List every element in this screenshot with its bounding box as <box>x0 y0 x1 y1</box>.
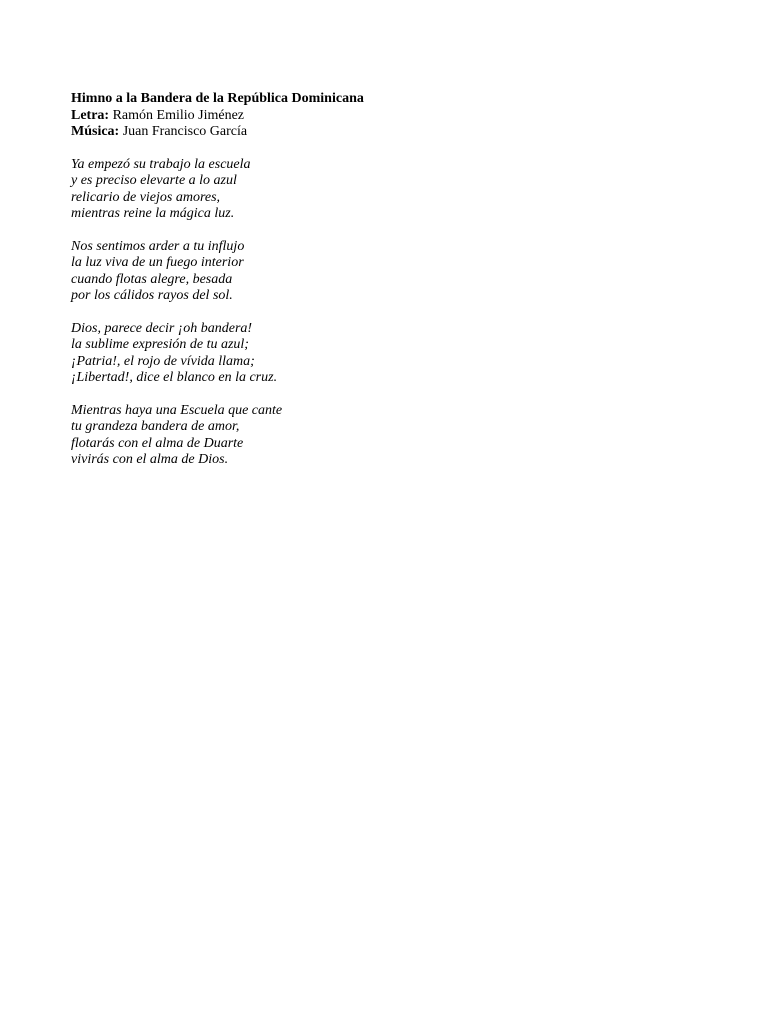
verse-line: Ya empezó su trabajo la escuela <box>71 156 251 172</box>
document-title: Himno a la Bandera de la República Dominicana <box>71 91 364 106</box>
verse-line: ¡Libertad!, dice el blanco en la cruz. <box>71 370 278 385</box>
verse-line: flotarás con el alma de Duarte <box>71 435 244 451</box>
verse-line: ¡Patria!, el rojo de vívida llama; <box>71 353 255 369</box>
lyrics-author: Ramón Emilio Jiménez <box>112 107 245 123</box>
lyrics-label: Letra: <box>71 107 110 123</box>
verse-line: y es preciso elevarte a lo azul <box>71 173 237 188</box>
verse-line: la luz viva de un fuego interior <box>71 255 244 270</box>
verse-line: Nos sentimos arder a tu influjo <box>71 238 245 254</box>
verse-line: vivirás con el alma de Dios. <box>71 452 229 467</box>
stanza-1 <box>71 157 691 223</box>
document-page <box>71 91 691 485</box>
verse-line: relicario de viejos amores, <box>71 189 221 205</box>
verse-line: tu grandeza bandera de amor, <box>71 419 240 434</box>
stanza-4 <box>71 403 691 469</box>
verse-line: Mientras haya una Escuela que cante <box>71 402 283 418</box>
verse-line: cuando flotas alegre, besada <box>71 271 233 287</box>
verse-line: Dios, parece decir ¡oh bandera! <box>71 320 253 336</box>
verse-line: mientras reine la mágica luz. <box>71 206 235 221</box>
music-author: Juan Francisco García <box>122 124 248 139</box>
music-label: Música: <box>71 124 120 139</box>
stanza-list <box>71 157 691 469</box>
verse-line: por los cálidos rayos del sol. <box>71 288 233 303</box>
lyrics-credit <box>71 108 691 125</box>
verse-line: la sublime expresión de tu azul; <box>71 337 249 352</box>
music-credit <box>71 124 691 141</box>
stanza-3 <box>71 321 691 387</box>
stanza-2 <box>71 239 691 305</box>
